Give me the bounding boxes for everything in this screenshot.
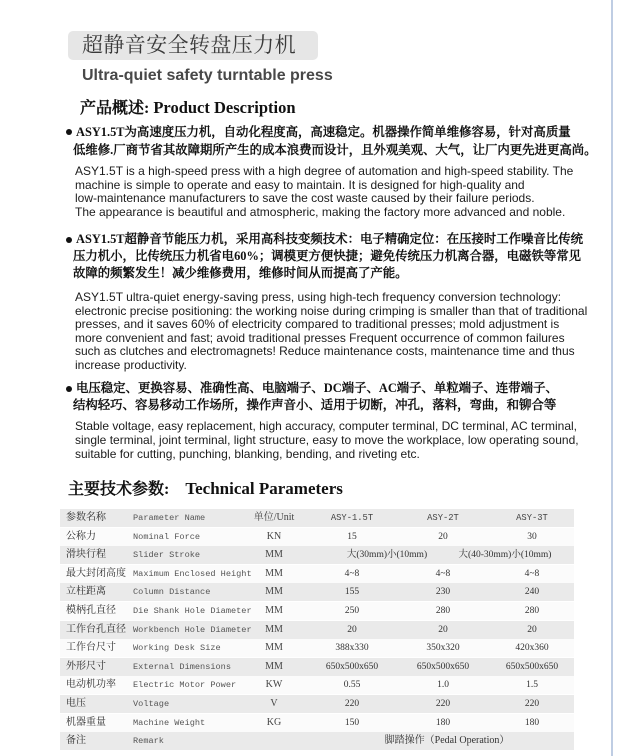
param-name-zh: 外形尺寸	[66, 660, 106, 672]
param-value: 220	[344, 699, 360, 709]
page-edge-line	[611, 0, 613, 756]
bullet-2-en	[75, 291, 587, 373]
en-line: suitable for cutting, punching, blanking, bending, and riveting etc.	[75, 446, 420, 461]
param-unit: MM	[265, 549, 283, 561]
spec-table	[60, 509, 574, 751]
table-row	[60, 732, 574, 750]
param-name-en: Working Desk Size	[133, 643, 221, 654]
param-value: 230	[435, 587, 451, 598]
param-name-zh: 电动机功率	[66, 679, 116, 691]
param-name-zh: 公称力	[66, 530, 96, 542]
param-value: 280	[435, 606, 451, 616]
param-unit: MM	[265, 586, 283, 598]
title-banner	[68, 31, 318, 60]
table-row	[60, 602, 574, 620]
zh-line: ASY1.5T为高速度压力机，自动化程度高，高速稳定。机器操作简单维修容易，针对高质量	[76, 125, 571, 139]
param-name-en: External Dimensions	[133, 661, 231, 672]
param-name-zh: 电压	[66, 698, 86, 709]
table-row	[60, 565, 574, 583]
en-line: The appearance is beautiful and atmospheric, making the factory more advanced and noble.	[75, 204, 566, 219]
param-name-en: Slider Stroke	[133, 550, 201, 561]
bullet-3-zh	[73, 380, 558, 414]
param-value: 4~8	[524, 568, 540, 579]
param-value: 155	[344, 587, 360, 598]
en-line: Stable voltage, easy replacement, high accuracy, computer terminal, DC terminal, AC terminal,	[75, 419, 577, 433]
param-value: 4~8	[344, 568, 360, 579]
param-unit: V	[270, 698, 278, 709]
en-line: presses, and it saves 60% of electricity compared to traditional presses; mold adjustment is	[75, 317, 560, 332]
bullet-icon	[66, 386, 72, 392]
table-row	[60, 621, 574, 639]
zh-line: 电压稳定、更换容易、准确性高、电脑端子、DC端子、AC端子、单粒端子、连带端子、	[76, 381, 558, 395]
param-unit: MM	[265, 567, 283, 579]
param-name-zh: 立柱距离	[66, 586, 106, 598]
param-name-en: Electric Motor Power	[133, 680, 237, 691]
param-name-zh: 工作台尺寸	[66, 642, 116, 654]
model-column-header: ASY-1.5T	[330, 513, 374, 523]
en-line: increase productivity.	[75, 357, 187, 372]
param-name-en: Machine Weight	[133, 717, 206, 728]
param-value: 650x500x650	[416, 661, 470, 672]
zh-line: 故障的频繁发生！减少维修费用，维修时间从而提高了产能。	[73, 266, 408, 280]
en-line: such as clutches and electromagnets! Reduce maintenance costs, maintenance time and thus	[75, 344, 575, 359]
param-name-zh: 备注	[66, 735, 86, 747]
table-header-row	[60, 509, 574, 527]
description-heading-en: Product Description	[153, 98, 296, 117]
en-line: electronic precise positioning: the working noise during crimping is smaller than that of traditional	[75, 303, 588, 318]
model-column-header: ASY-2T	[427, 513, 459, 523]
param-value: 650x500x650	[325, 661, 379, 672]
params-heading	[68, 479, 343, 500]
param-value: 180	[524, 717, 540, 728]
en-line: more convenient and fast; avoid traditional presses Frequent occurrence of common failures	[75, 330, 565, 345]
column-header-zh: 参数名称	[66, 512, 106, 523]
param-value: 大(40-30mm)小(10mm)	[458, 550, 552, 561]
param-unit: MM	[265, 623, 283, 635]
en-line: ASY1.5T is a high-speed press with a high degree of automation and high-speed stability. The	[75, 164, 574, 178]
param-value: 20	[347, 624, 357, 635]
zh-line: ASY1.5T超静音节能压力机，采用高科技变频技术：电子精确定位：在压接时工作噪音比传统	[76, 232, 583, 246]
param-value: 220	[435, 699, 451, 709]
table-row	[60, 695, 574, 713]
param-value: 20	[527, 624, 537, 635]
params-heading-zh: 主要技术参数:	[68, 481, 170, 498]
zh-line: 结构轻巧、容易移动工作场所，操作声音小、适用于切断，冲孔，落料，弯曲，和铆合等	[73, 398, 557, 412]
table-row	[60, 658, 574, 676]
param-name-zh: 模柄孔直径	[66, 605, 116, 616]
param-name-en: Voltage	[133, 699, 170, 709]
bullet-1-en	[75, 165, 573, 219]
table-row	[60, 583, 574, 601]
param-value: 大(30mm)小(10mm)	[346, 550, 428, 561]
param-value: 180	[435, 717, 451, 728]
param-value: 15	[347, 531, 357, 542]
param-value: 20	[438, 531, 448, 542]
table-row	[60, 714, 574, 732]
description-heading	[80, 98, 296, 119]
en-line: machine is simple to operate and easy to maintain. It is designed for high-quality and	[75, 177, 525, 192]
param-value: 脚踏操作（Pedal Operation）	[384, 735, 510, 747]
param-name-zh: 最大封闭高度	[66, 567, 126, 579]
param-unit: MM	[265, 605, 283, 616]
en-line: low-maintenance manufacturers to save the cost waste caused by their failure periods.	[75, 191, 535, 206]
en-line: single terminal, joint terminal, light structure, easy to move the workplace, low operating sound,	[75, 432, 579, 447]
param-name-en: Nominal Force	[133, 531, 201, 542]
column-header-unit: 单位/Unit	[253, 512, 295, 523]
param-value: 0.55	[343, 680, 361, 691]
param-value: 350x320	[426, 643, 460, 654]
param-value: 650x500x650	[505, 661, 559, 672]
param-name-zh: 滑块行程	[66, 549, 106, 561]
param-name-en: Die Shank Hole Diameter	[133, 606, 252, 616]
param-name-en: Maximum Enclosed Height	[133, 568, 252, 579]
param-value: 388x330	[335, 643, 369, 654]
param-name-en: Workbench Hole Diameter	[133, 624, 252, 635]
description-heading-zh: 产品概述:	[80, 100, 150, 117]
param-value: 1.5	[526, 680, 538, 691]
param-name-en: Remark	[133, 736, 164, 747]
param-value: 240	[524, 587, 540, 598]
column-header-en: Parameter Name	[133, 513, 206, 523]
zh-line: 低维修.厂商节省其故障期所产生的成本浪费而设计，且外观美观、大气，让厂内更先进更高尚。	[73, 143, 597, 157]
bullet-icon	[66, 129, 72, 135]
bullet-3-en	[75, 420, 579, 461]
param-unit: KN	[266, 530, 282, 542]
param-value: 1.0	[437, 680, 449, 691]
param-value: 420x360	[515, 643, 549, 654]
en-line: ASY1.5T ultra-quiet energy-saving press, using high-tech frequency conversion technology:	[75, 290, 562, 304]
zh-line: 压力机小，比传统压力机省电60%；调模更方便快捷；避免传统压力机离合器，电磁铁等常见	[73, 249, 582, 263]
param-unit: MM	[265, 660, 283, 672]
product-title-en: Ultra-quiet safety turntable press	[82, 67, 333, 84]
param-value: 280	[524, 606, 540, 616]
table-row	[60, 546, 574, 564]
table-row	[60, 676, 574, 694]
bullet-icon	[66, 237, 72, 243]
param-value: 250	[344, 606, 360, 616]
params-heading-en: Technical Parameters	[185, 479, 343, 498]
product-title-zh: 超静音安全转盘压力机	[82, 33, 296, 57]
param-value: 30	[527, 531, 537, 542]
param-name-zh: 机器重量	[66, 716, 106, 728]
table-row	[60, 639, 574, 657]
param-unit: MM	[265, 642, 283, 654]
param-name-en: Column Distance	[133, 587, 211, 598]
bullet-2-zh	[73, 231, 583, 282]
param-name-zh: 工作台孔直径	[66, 623, 126, 635]
table-row	[60, 528, 574, 546]
param-unit: KG	[266, 716, 282, 728]
param-value: 20	[438, 624, 448, 635]
bullet-1-zh	[73, 123, 597, 159]
param-value: 150	[344, 717, 360, 728]
param-unit: KW	[265, 679, 283, 691]
param-value: 220	[524, 699, 540, 709]
param-value: 4~8	[435, 568, 451, 579]
model-column-header: ASY-3T	[516, 513, 548, 523]
